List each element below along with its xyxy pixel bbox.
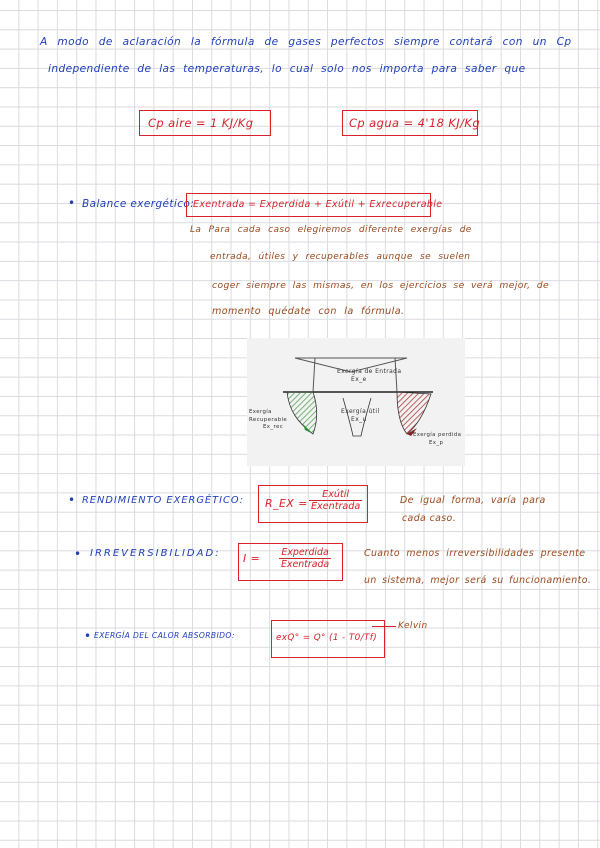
irreversibilidad-numerator: Experdida — [279, 547, 331, 559]
balance-note-3: coger siempre las mismas, en los ejercicios se verá mejor, de — [212, 280, 550, 291]
exergia-calor-label: EXERGÍA DEL CALOR ABSORBIDO: — [94, 631, 235, 640]
rendimiento-formula-box — [258, 485, 368, 523]
irreversibilidad-note-2: un sistema, mejor será su funcionamiento. — [364, 575, 592, 586]
label-exergia-util-symbol: Ex_u — [351, 416, 367, 423]
cp-water-formula: Cp agua = 4'18 KJ/Kg — [349, 116, 481, 130]
label-exergia-recuperable-symbol: Ex_rec — [263, 424, 284, 430]
exergia-calor-formula: exQ° = Q° (1 - T0/Tf) — [276, 633, 378, 643]
kelvin-annotation: Kelvin — [398, 621, 428, 631]
balance-note-2: entrada, útiles y recuperables aunque se suelen — [210, 252, 471, 262]
balance-bullet: • — [68, 196, 76, 210]
label-exergia-util: Exergía útil — [341, 408, 380, 415]
rendimiento-label: RENDIMIENTO EXERGÉTICO: — [82, 495, 245, 506]
rendimiento-fraction — [309, 489, 362, 512]
irreversibilidad-bullet: • — [74, 547, 82, 561]
cp-air-formula: Cp aire = 1 KJ/Kg — [148, 116, 254, 130]
exergia-calor-formula-box — [271, 620, 385, 658]
intro-line-2: independiente de las temperaturas, lo cual solo nos importa para saber que — [48, 63, 526, 75]
irreversibilidad-label: IRREVERSIBILIDAD: — [90, 548, 221, 559]
intro-line-1: A modo de aclaración la fórmula de gases perfectos siempre contará con un Cp — [40, 36, 572, 48]
rendimiento-note-1: De igual forma, varía para — [400, 495, 546, 506]
label-exergia-perdida: Exergía perdida — [413, 432, 462, 438]
irreversibilidad-note-1: Cuanto menos irreversibilidades presente — [364, 548, 586, 559]
rendimiento-note-2: cada caso. — [402, 513, 457, 524]
kelvin-arrow — [372, 626, 396, 628]
label-exergia-entrada: Exergía de Entrada — [337, 368, 402, 375]
irreversibilidad-denominator: Exentrada — [281, 559, 330, 570]
lost-exergy-shape — [397, 392, 431, 434]
balance-note-4: momento quédate con la fórmula. — [212, 306, 405, 317]
label-exergia-entrada-symbol: Ex_e — [351, 376, 367, 383]
exergy-diagram — [247, 338, 465, 466]
cp-air-box — [139, 110, 271, 136]
irreversibilidad-lhs: I = — [243, 552, 261, 565]
cp-water-box — [342, 110, 481, 136]
rendimiento-lhs: R_EX = — [265, 497, 308, 510]
exergia-calor-bullet: • — [84, 629, 92, 643]
label-exergia-recuperable: Exergía Recuperable — [249, 409, 288, 423]
rendimiento-bullet: • — [68, 493, 76, 507]
rendimiento-numerator: Exútil — [309, 489, 362, 501]
irreversibilidad-formula-box — [238, 543, 343, 581]
label-exergia-perdida-symbol: Ex_p — [429, 440, 444, 446]
balance-note-1: La Para cada caso elegiremos diferente exergías de — [190, 225, 472, 235]
balance-formula-box — [186, 193, 443, 217]
rendimiento-denominator: Exentrada — [311, 501, 361, 512]
irreversibilidad-fraction — [279, 547, 331, 570]
balance-formula: Exentrada = Experdida + Exútil + Exrecuperable — [193, 199, 443, 210]
balance-label: Balance exergético: — [82, 198, 195, 210]
